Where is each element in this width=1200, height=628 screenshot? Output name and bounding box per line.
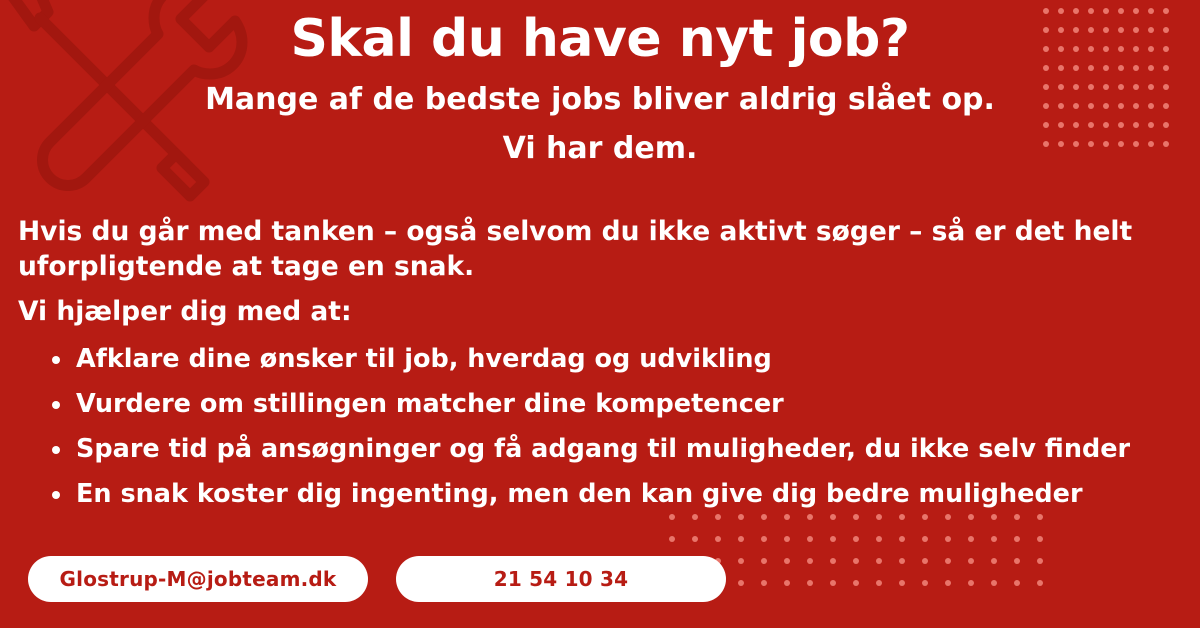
lead-paragraph: Hvis du går med tanken – også selvom du ikke aktivt søger – så er det helt uforpligtende at tage en snak. [18,216,1133,282]
contact-bar [28,556,726,602]
body-copy [18,215,1180,523]
dot-grid-bottom-right [669,514,1060,602]
phone-button[interactable]: 21 54 10 34 [396,556,726,602]
list-item: Vurdere om stillingen matcher dine kompetencer [76,388,1180,421]
intro-line: Vi hjælper dig med at: [18,295,352,327]
email-button[interactable]: Glostrup-M@jobteam.dk [28,556,368,602]
page-title: Skal du have nyt job? [290,9,910,69]
headline-block [0,10,1200,168]
benefits-list [18,343,1180,512]
subheadline-line-1: Mange af de bedste jobs bliver aldrig slået op. [205,81,995,117]
subheadline-line-2: Vi har dem. [502,130,698,166]
list-item: Afklare dine ønsker til job, hverdag og udvikling [76,343,1180,376]
list-item: En snak koster dig ingenting, men den kan give dig bedre muligheder [76,478,1180,511]
list-item: Spare tid på ansøgninger og få adgang til muligheder, du ikke selv finder [76,433,1180,466]
